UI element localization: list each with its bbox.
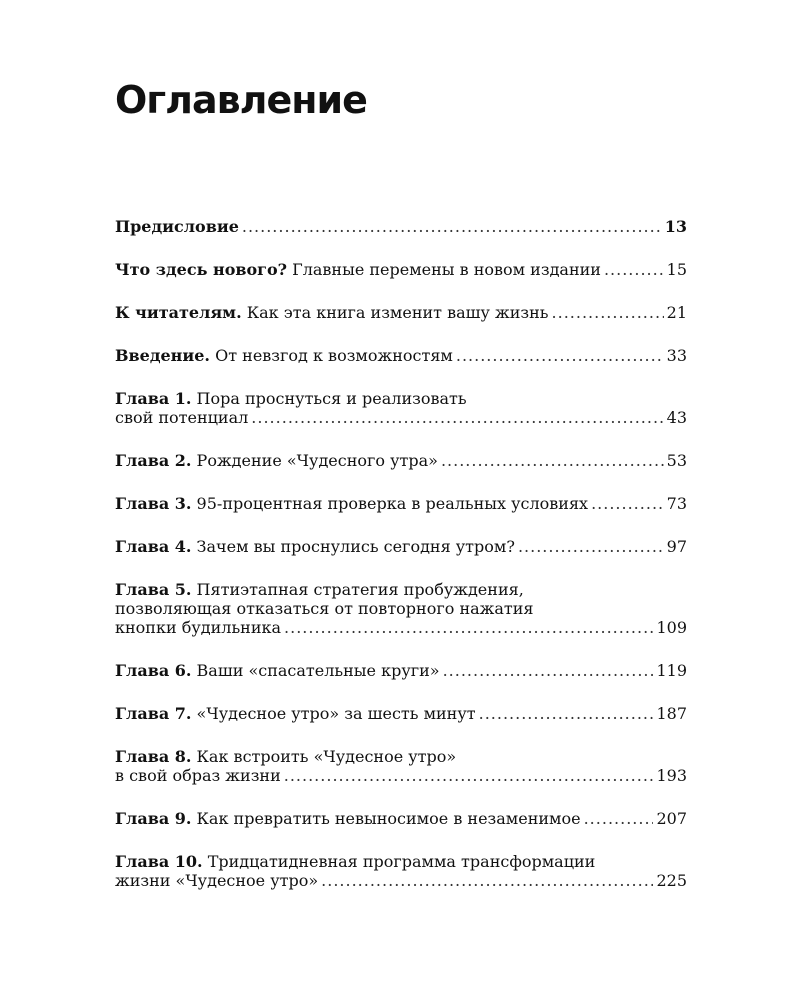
- toc-entry-chapter-1[interactable]: [115, 389, 687, 427]
- toc-entry-label: Что здесь нового?: [115, 260, 288, 279]
- toc-line: [115, 494, 687, 513]
- toc-line: [115, 389, 687, 408]
- toc-entry-label: Введение.: [115, 346, 210, 365]
- toc-line: [115, 260, 687, 279]
- toc-entry-chapter-5[interactable]: [115, 580, 687, 637]
- toc-page-number: 119: [656, 661, 687, 680]
- toc-page-number: 187: [656, 704, 687, 723]
- toc-entry-chapter-6[interactable]: [115, 661, 687, 680]
- dot-leader: [321, 871, 653, 890]
- dot-leader: [591, 494, 664, 513]
- toc-page-number: 43: [666, 408, 687, 427]
- dot-leader: [479, 704, 654, 723]
- toc-entry-to-readers[interactable]: [115, 303, 687, 322]
- toc-entry-chapter-2[interactable]: [115, 451, 687, 470]
- toc-entry-title: жизни «Чудесное утро»: [115, 871, 319, 890]
- toc-line: [115, 451, 687, 470]
- dot-leader: [456, 346, 664, 365]
- toc-entry-label: Глава 10.: [115, 852, 203, 871]
- toc-entry-chapter-8[interactable]: [115, 747, 687, 785]
- toc-line: [115, 747, 687, 766]
- toc-line: [115, 618, 687, 637]
- toc-entry-title: Как встроить «Чудесное утро»: [196, 747, 457, 766]
- toc-entry-title: 95-процентная проверка в реальных условиях: [196, 494, 589, 513]
- toc-page-number: 15: [666, 260, 687, 279]
- toc-line: [115, 303, 687, 322]
- toc-entry-label: Глава 1.: [115, 389, 192, 408]
- toc-entry-title: свой потенциал: [115, 408, 249, 427]
- toc-entry-title: Главные перемены в новом издании: [292, 260, 601, 279]
- toc-line: [115, 217, 687, 236]
- toc-entry-label: К читателям.: [115, 303, 242, 322]
- toc-page-number: 13: [664, 217, 687, 236]
- toc-line: [115, 809, 687, 828]
- toc-page-number: 207: [656, 809, 687, 828]
- toc-entry-label: Предисловие: [115, 217, 239, 236]
- toc-entry-title: Рождение «Чудесного утра»: [196, 451, 438, 470]
- toc-line: [115, 537, 687, 556]
- toc-entry-chapter-3[interactable]: [115, 494, 687, 513]
- dot-leader: [443, 661, 654, 680]
- dot-leader: [584, 809, 654, 828]
- toc-entry-title: Как эта книга изменит вашу жизнь: [246, 303, 549, 322]
- table-of-contents: [115, 217, 687, 914]
- toc-line: [115, 704, 687, 723]
- toc-entry-title: «Чудесное утро» за шесть минут: [196, 704, 476, 723]
- toc-page-number: 109: [656, 618, 687, 637]
- toc-entry-title: кнопки будильника: [115, 618, 282, 637]
- toc-entry-introduction[interactable]: [115, 346, 687, 365]
- toc-entry-title: Ваши «спасательные круги»: [196, 661, 440, 680]
- toc-entry-label: Глава 6.: [115, 661, 192, 680]
- dot-leader: [552, 303, 664, 322]
- toc-line: позволяющая отказаться от повторного нажатия: [115, 599, 534, 618]
- toc-entry-title: Как превратить невыносимое в незаменимое: [196, 809, 581, 828]
- toc-page-number: 53: [666, 451, 687, 470]
- dot-leader: [604, 260, 664, 279]
- toc-line: [115, 408, 687, 427]
- toc-line: [115, 580, 687, 599]
- toc-entry-chapter-9[interactable]: [115, 809, 687, 828]
- toc-entry-title: в свой образ жизни: [115, 766, 281, 785]
- toc-line: [115, 871, 687, 890]
- toc-line: [115, 766, 687, 785]
- toc-entry-preface[interactable]: [115, 217, 687, 236]
- dot-leader: [284, 618, 653, 637]
- toc-entry-whats-new[interactable]: [115, 260, 687, 279]
- dot-leader: [518, 537, 664, 556]
- toc-entry-label: Глава 7.: [115, 704, 192, 723]
- toc-page-number: 97: [666, 537, 687, 556]
- dot-leader: [251, 408, 663, 427]
- toc-page-number: 193: [656, 766, 687, 785]
- toc-entry-chapter-7[interactable]: [115, 704, 687, 723]
- toc-line: [115, 661, 687, 680]
- toc-page-number: 73: [666, 494, 687, 513]
- toc-entry-label: Глава 8.: [115, 747, 192, 766]
- dot-leader: [242, 217, 662, 236]
- toc-entry-label: Глава 3.: [115, 494, 192, 513]
- toc-line: [115, 346, 687, 365]
- toc-page-number: 21: [666, 303, 687, 322]
- toc-entry-title: Пора проснуться и реализовать: [196, 389, 467, 408]
- toc-entry-title: От невзгод к возможностям: [215, 346, 453, 365]
- dot-leader: [284, 766, 654, 785]
- toc-entry-chapter-4[interactable]: [115, 537, 687, 556]
- toc-line: [115, 852, 687, 871]
- page-title: Оглавление: [115, 78, 367, 122]
- toc-page-number: 225: [656, 871, 687, 890]
- dot-leader: [441, 451, 664, 470]
- toc-entry-title: Зачем вы проснулись сегодня утром?: [196, 537, 515, 556]
- toc-entry-title: Пятиэтапная стратегия пробуждения,: [196, 580, 524, 599]
- toc-entry-label: Глава 9.: [115, 809, 192, 828]
- toc-page-number: 33: [666, 346, 687, 365]
- toc-entry-label: Глава 5.: [115, 580, 192, 599]
- toc-entry-label: Глава 4.: [115, 537, 192, 556]
- toc-entry-label: Глава 2.: [115, 451, 192, 470]
- toc-entry-title: Тридцатидневная программа трансформации: [207, 852, 596, 871]
- toc-entry-chapter-10[interactable]: [115, 852, 687, 890]
